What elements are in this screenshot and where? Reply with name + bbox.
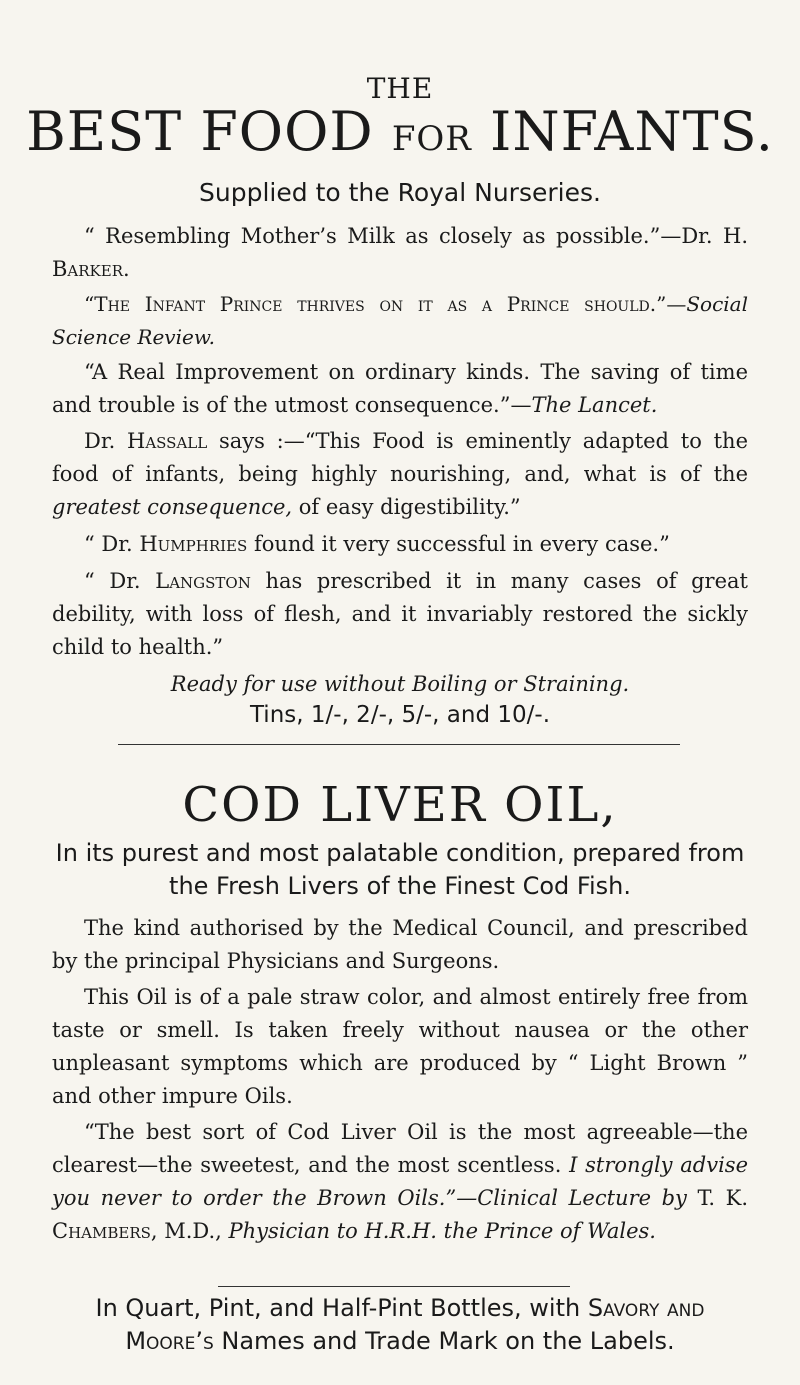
cod-oil-quote	[52, 1116, 748, 1248]
quote-social-science	[52, 288, 748, 354]
quote-author: Langston	[155, 569, 251, 593]
title-for: FOR	[391, 119, 472, 159]
quote-hassall	[52, 425, 748, 524]
quote-emphasis: I strongly advise you never to order the Brown Oils.”—Clinical Lecture by	[52, 1153, 749, 1210]
tin-prices: Tins, 1/-, 2/-, 5/-, and 10/-.	[249, 702, 551, 728]
maker-name: Savory and Moore’s	[125, 1294, 705, 1355]
quote-prefix: “ Dr.	[84, 532, 140, 556]
page-title	[0, 100, 800, 163]
food-subtitle: Supplied to the Royal Nurseries.	[199, 178, 601, 207]
quote-barker	[52, 220, 748, 286]
quote-text: found it very successful in every case.”	[247, 532, 670, 556]
quote-text: “The Infant Prince thrives on it as a Prince should.”—	[84, 292, 687, 316]
title-part-a: BEST FOOD	[26, 100, 392, 163]
quote-author: H. Barker.	[52, 224, 748, 281]
quote-source: Social Science Review.	[52, 292, 748, 349]
quote-author: T. K. Chambers, M.D.,	[52, 1186, 749, 1243]
quote-prefix: “ Dr.	[84, 569, 156, 593]
quote-emphasis: greatest consequence,	[52, 495, 293, 519]
quote-prefix: Dr.	[84, 429, 128, 453]
quote-langston	[52, 565, 748, 664]
quote-author: Hassall	[127, 429, 208, 453]
cod-oil-subtitle: In its purest and most palatable condition, prepared from the Fresh Livers of the Finest Cod Fish.	[55, 839, 745, 900]
pre-title: THE	[366, 72, 434, 105]
bottle-text: In Quart, Pint, and Half-Pint Bottles, with	[95, 1294, 588, 1322]
usage-note: Ready for use without Boiling or Straining.	[170, 672, 630, 696]
cod-oil-title: COD LIVER OIL,	[182, 777, 618, 833]
quote-humphries	[52, 528, 748, 561]
cod-oil-description: This Oil is of a pale straw color, and almost entirely free from taste or smell. Is taken freely without nausea or the other unpleasant symptoms which are produced by “ Light Brown ” and other impure Oils.	[52, 985, 748, 1108]
quote-text: says :—“This Food is eminently adapted to the food of infants, being highly nourishing, and, what is of the	[52, 429, 748, 486]
section-divider	[118, 744, 680, 745]
quote-text: has prescribed it in many cases of great debility, with loss of flesh, and it invariably restored the sickly child to health.”	[52, 569, 748, 659]
title-part-b: INFANTS.	[471, 100, 774, 163]
quote-text-end: of easy digestibility.”	[292, 495, 521, 519]
quote-text: “The best sort of Cod Liver Oil is the most agreeable—the clearest—the sweetest, and the most scentless.	[52, 1120, 748, 1177]
quote-author: Humphries	[139, 532, 248, 556]
cod-oil-authorisation: The kind authorised by the Medical Council, and prescribed by the principal Physicians and Surgeons.	[52, 916, 748, 973]
bottom-divider	[218, 1286, 570, 1287]
quote-text: “ Resembling Mother’s Milk as closely as possible.”—Dr.	[84, 224, 723, 248]
bottle-info	[50, 1292, 750, 1358]
quote-lancet	[52, 356, 748, 422]
bottle-text-end: Names and Trade Mark on the Labels.	[213, 1327, 675, 1355]
quote-source: The Lancet.	[531, 393, 658, 417]
quote-author-title: Physician to H.R.H. the Prince of Wales.	[228, 1219, 656, 1243]
quote-text: “A Real Improvement on ordinary kinds. The saving of time and trouble is of the utmost consequence.”—	[52, 360, 748, 417]
